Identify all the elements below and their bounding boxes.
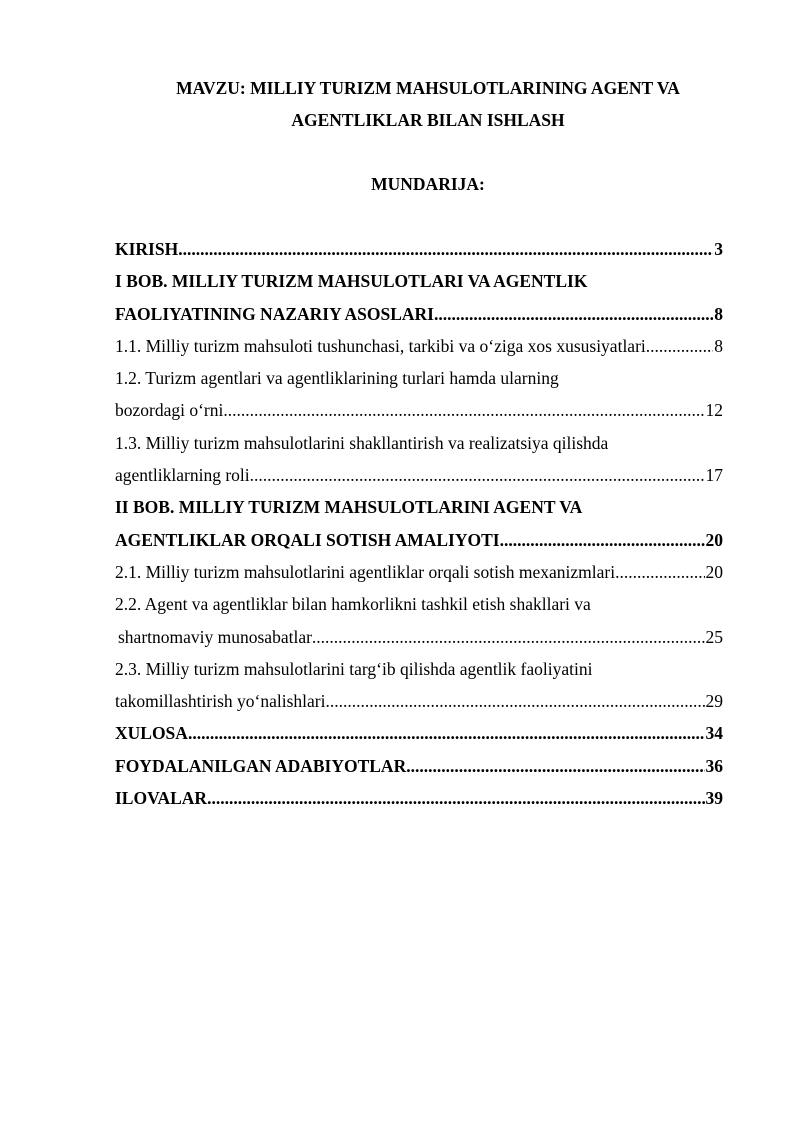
toc-chapter-2-line-2 [115,524,723,556]
toc-entry-text: 1.1. Milliy turizm mahsuloti tushunchasi, tarkibi va o‘ziga xos xususiyatlari [115,335,646,356]
toc-entry-text: 2.3. Milliy turizm mahsulotlarini targ‘ib qilishda agentlik faoliyatini [115,658,593,679]
toc-page-number: 12 [705,400,723,421]
toc-entry-adabiyotlar [115,750,723,782]
toc-chapter-2-line-1 [115,491,723,523]
dot-leader [615,556,704,588]
dot-leader [312,621,705,653]
toc-section-2-2-line-2 [115,621,723,653]
toc-entry-text: 1.3. Milliy turizm mahsulotlarini shakllantirish va realizatsiya qilishda [115,432,609,453]
toc-entry-text: bozordagi o‘rni [115,400,224,421]
dot-leader [188,717,705,749]
dot-leader [325,685,704,717]
toc-section-1-3-line-1 [115,427,723,459]
toc-entry-text: XULOSA [115,723,188,744]
toc-entry-text: KIRISH [115,239,179,259]
toc-section-2-3-line-1 [115,653,723,685]
document-title [100,72,756,136]
dot-leader [250,459,705,491]
toc-entry-kirish [115,233,723,265]
toc-entry-text: FAOLIYATINING NAZARIY ASOSLARI [115,303,434,324]
dot-leader [434,298,713,330]
toc-page-number: 8 [714,335,723,356]
toc-entry-text: 1.2. Turizm agentlari va agentliklarining turlari hamda ularning [115,368,559,389]
toc-page-number: 8 [714,303,723,324]
toc-entry-text: ILOVALAR [115,788,208,809]
toc-page-number: 17 [705,465,723,486]
toc-section-1-2-line-1 [115,362,723,394]
toc-entry-text: shartnomaviy munosabatlar [118,626,312,647]
toc-page-number: 20 [705,561,723,582]
toc-page-number: 34 [705,723,723,744]
toc-chapter-1-line-2 [115,298,723,330]
contents-heading: MUNDARIJA: [371,174,485,194]
table-of-contents [115,233,723,814]
toc-page-number: 3 [714,239,723,259]
toc-section-2-3-line-2 [115,685,723,717]
toc-entry-text: 2.2. Agent va agentliklar bilan hamkorlikni tashkil etish shakllari va [115,594,591,615]
toc-entry-text: 2.1. Milliy turizm mahsulotlarini agentliklar orqali sotish mexanizmlari [115,561,616,582]
toc-section-1-3-line-2 [115,459,723,491]
toc-entry-xulosa [115,717,723,749]
dot-leader [178,233,713,265]
toc-entry-text: I BOB. MILLIY TURIZM MAHSULOTLARI VA AGENTLIK [115,271,588,292]
toc-page-number: 36 [705,755,723,776]
toc-entry-text: AGENTLIKLAR ORQALI SOTISH AMALIYOTI [115,529,500,550]
toc-page-number: 25 [705,626,723,647]
toc-entry-text: takomillashtirish yo‘nalishlari [115,691,326,712]
toc-section-2-1 [115,556,723,588]
toc-section-1-2-line-2 [115,394,723,426]
toc-entry-ilovalar [115,782,723,814]
dot-leader [500,524,705,556]
toc-section-2-2-line-1 [115,588,723,620]
toc-entry-text: II BOB. MILLIY TURIZM MAHSULOTLARINI AGENT VA [115,497,583,518]
toc-entry-text: FOYDALANILGAN ADABIYOTLAR [115,755,407,776]
dot-leader [406,750,704,782]
toc-section-1-1 [115,330,723,362]
toc-entry-text: agentliklarning roli [115,465,250,486]
dot-leader [223,394,704,426]
dot-leader [207,782,704,814]
toc-page-number: 39 [705,788,723,809]
title-line-2: AGENTLIKLAR BILAN ISHLASH [291,110,565,130]
dot-leader [646,330,713,362]
toc-chapter-1-line-1 [115,265,723,297]
toc-page-number: 20 [705,529,723,550]
title-line-1: MAVZU: MILLIY TURIZM MAHSULOTLARINING AGENT VA [176,78,680,98]
toc-page-number: 29 [705,691,723,712]
